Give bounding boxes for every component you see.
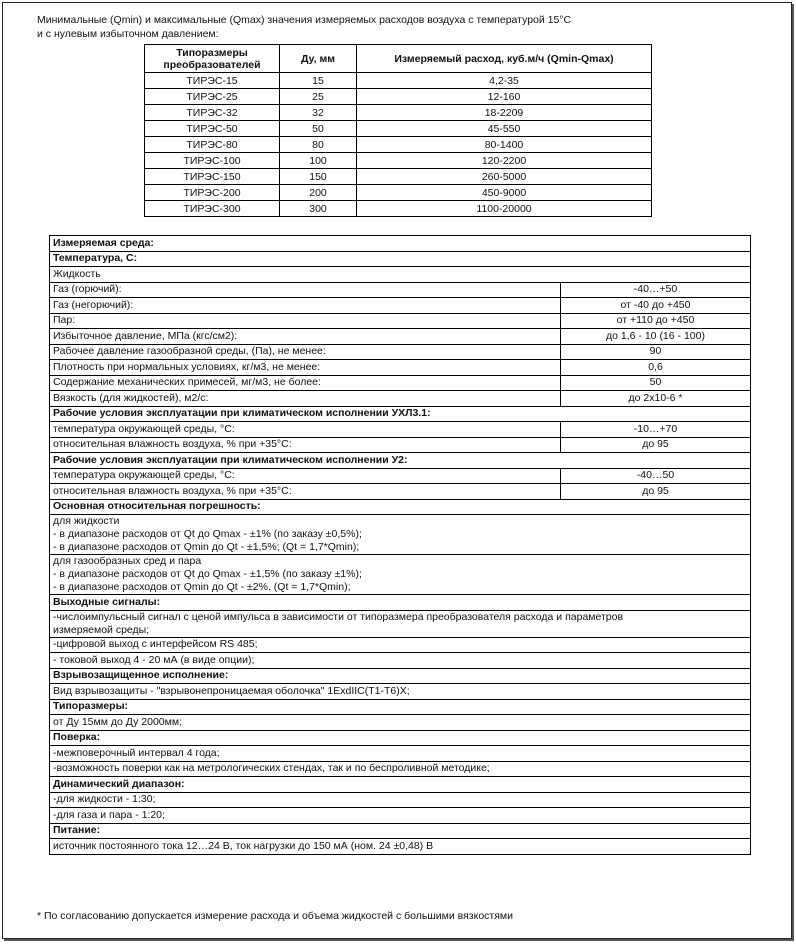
spec-label-cell: температура окружающей среды, °С:	[50, 468, 561, 484]
spec-label-cell: -для жидкости - 1:30;	[50, 792, 751, 808]
spec-row	[50, 730, 751, 746]
spec-row	[50, 792, 751, 808]
spec-label-cell: -цифровой выход с интерфейсом RS 485;	[50, 637, 751, 653]
spec-section-heading: Измеряемая среда:	[50, 236, 751, 252]
size-cell: ТИРЭС-80	[145, 137, 280, 153]
spec-row	[50, 761, 751, 777]
spec-multiline-cell	[50, 555, 751, 595]
dn-cell: 32	[280, 105, 357, 121]
spec-row	[50, 595, 751, 611]
flow-cell: 45-550	[357, 121, 652, 137]
flow-cell: 260-5000	[357, 169, 652, 185]
spec-line: -числоимпульсный сигнал с ценой импульса в зависимости от типоразмера преобразователя расхода и параметров	[53, 610, 624, 623]
spec-section-heading: Температура, С:	[50, 251, 751, 267]
spec-row	[50, 267, 751, 283]
spec-section-heading: Рабочие условия эксплуатации при климатическом исполнении У2:	[50, 453, 751, 469]
spec-table	[49, 235, 751, 855]
spec-label-cell: Плотность при нормальных условиях, кг/м3, не менее:	[50, 360, 561, 376]
flow-table-row	[145, 73, 652, 89]
spec-section-heading: Взрывозащищенное исполнение:	[50, 668, 751, 684]
spec-line: измеряемой среды;	[53, 623, 150, 636]
spec-label-cell: Вязкость (для жидкостей), м2/с:	[50, 391, 561, 407]
spec-row	[50, 298, 751, 314]
dn-cell: 25	[280, 89, 357, 105]
spec-value-cell: до 95	[561, 437, 751, 453]
header-flow: Измеряемый расход, куб.м/ч (Qmin-Qmax)	[357, 45, 652, 73]
spec-value-cell: 0,6	[561, 360, 751, 376]
spec-label-cell: источник постоянного тока 12…24 В, ток нагрузки до 150 мА (ном. 24 ±0,48) В	[50, 839, 751, 855]
spec-row	[50, 653, 751, 669]
spec-line: - в диапазоне расходов от Qt до Qmax - ±1,5% (по заказу ±1%);	[53, 568, 362, 580]
flow-cell: 12-160	[357, 89, 652, 105]
spec-label-cell: Избыточное давление, МПа (кгс/см2):	[50, 329, 561, 345]
spec-section-heading: Питание:	[50, 823, 751, 839]
spec-section-heading: Рабочие условия эксплуатации при климатическом исполнении УХЛ3.1:	[50, 406, 751, 422]
spec-label-cell: -возможность поверки как на метрологических стендах, так и по беспроливной методике;	[50, 761, 751, 777]
spec-label-cell: Рабочее давление газообразной среды, (Па), не менее:	[50, 344, 561, 360]
spec-row	[50, 610, 751, 637]
dn-cell: 100	[280, 153, 357, 169]
spec-label-cell: Жидкость	[50, 267, 751, 283]
size-cell: ТИРЭС-150	[145, 169, 280, 185]
spec-label-cell: относительная влажность воздуха, % при +35°С:	[50, 437, 561, 453]
spec-line: - в диапазоне расходов от Qmin до Qt - ±2%. (Qt = 1,7*Qmin);	[53, 581, 351, 593]
spec-row	[50, 391, 751, 407]
spec-row	[50, 499, 751, 515]
spec-row	[50, 637, 751, 653]
spec-row	[50, 684, 751, 700]
spec-label-cell: Газ (горючий):	[50, 282, 561, 298]
document-page	[2, 2, 792, 939]
spec-row	[50, 329, 751, 345]
flow-table-row	[145, 121, 652, 137]
spec-line: - в диапазоне расходов от Qt до Qmax - ±1% (по заказу ±0,5%);	[53, 528, 362, 540]
spec-value-cell: 90	[561, 344, 751, 360]
flow-table-row	[145, 153, 652, 169]
spec-label-cell: Содержание механических примесей, мг/м3, не более:	[50, 375, 561, 391]
spec-multiline-cell	[50, 515, 751, 555]
spec-multiline-cell	[50, 610, 751, 637]
spec-label-cell: -межповерочный интервал 4 года;	[50, 746, 751, 762]
dn-cell: 80	[280, 137, 357, 153]
size-cell: ТИРЭС-300	[145, 201, 280, 217]
size-cell: ТИРЭС-100	[145, 153, 280, 169]
spec-line: для жидкости	[53, 515, 120, 527]
spec-table-body	[50, 236, 751, 855]
spec-row	[50, 375, 751, 391]
spec-section-heading: Основная относительная погрешность:	[50, 499, 751, 515]
spec-value-cell: -10…+70	[561, 422, 751, 438]
spec-row	[50, 668, 751, 684]
flow-cell: 450-9000	[357, 185, 652, 201]
dn-cell: 50	[280, 121, 357, 137]
spec-row	[50, 282, 751, 298]
flow-table-row	[145, 89, 652, 105]
spec-row	[50, 746, 751, 762]
flow-table-header-row	[145, 45, 652, 73]
spec-row	[50, 808, 751, 824]
spec-section-heading: Динамический диапазон:	[50, 777, 751, 793]
spec-label-cell: -для газа и пара - 1:20;	[50, 808, 751, 824]
spec-value-cell: -40…50	[561, 468, 751, 484]
flow-cell: 4,2-35	[357, 73, 652, 89]
header-dn: Ду, мм	[280, 45, 357, 73]
spec-section-heading: Выходные сигналы:	[50, 595, 751, 611]
spec-section-heading: Поверка:	[50, 730, 751, 746]
intro-line-1: Минимальные (Qmin) и максимальные (Qmax) значения измеряемых расходов воздуха с температурой 15°С	[37, 14, 572, 26]
flow-rate-table	[144, 44, 652, 217]
spec-label-cell: относительная влажность воздуха, % при +35°С:	[50, 484, 561, 500]
spec-row	[50, 555, 751, 595]
spec-row	[50, 715, 751, 731]
spec-row	[50, 484, 751, 500]
spec-label-cell: температура окружающей среды, °С:	[50, 422, 561, 438]
spec-label-cell: Пар:	[50, 313, 561, 329]
spec-row	[50, 344, 751, 360]
dn-cell: 150	[280, 169, 357, 185]
spec-row	[50, 699, 751, 715]
spec-value-cell: от +110 до +450	[561, 313, 751, 329]
spec-row	[50, 468, 751, 484]
flow-table-row	[145, 185, 652, 201]
spec-row	[50, 251, 751, 267]
dn-cell: 15	[280, 73, 357, 89]
spec-value-cell: 50	[561, 375, 751, 391]
spec-label-cell: Вид взрывозащиты - "взрывонепроницаемая оболочка" 1ExdIIC(T1-T6)X;	[50, 684, 751, 700]
spec-line: для газообразных сред и пара	[53, 555, 202, 567]
spec-section-heading: Типоразмеры:	[50, 699, 751, 715]
spec-row	[50, 360, 751, 376]
spec-value-cell: до 95	[561, 484, 751, 500]
spec-line: - в диапазоне расходов от Qmin до Qt - ±1,5%; (Qt = 1,7*Qmin);	[53, 541, 360, 553]
spec-label-cell: Газ (негорючий):	[50, 298, 561, 314]
spec-row	[50, 823, 751, 839]
spec-row	[50, 313, 751, 329]
spec-row	[50, 437, 751, 453]
spec-row	[50, 515, 751, 555]
spec-value-cell: до 1,6 - 10 (16 - 100)	[561, 329, 751, 345]
spec-label-cell: - токовой выход 4 - 20 мА (в виде опции);	[50, 653, 751, 669]
spec-value-cell: от -40 до +450	[561, 298, 751, 314]
header-sizes: Типоразмеры преобразователей	[145, 45, 280, 73]
flow-cell: 80-1400	[357, 137, 652, 153]
intro-text	[37, 13, 777, 41]
spec-row	[50, 406, 751, 422]
dn-cell: 200	[280, 185, 357, 201]
footnote: * По согласованию допускается измерение расхода и объема жидкостей с большими вязкостями	[37, 910, 513, 922]
flow-cell: 1100-20000	[357, 201, 652, 217]
flow-table-body	[145, 73, 652, 217]
spec-row	[50, 236, 751, 252]
size-cell: ТИРЭС-15	[145, 73, 280, 89]
spec-row	[50, 453, 751, 469]
size-cell: ТИРЭС-50	[145, 121, 280, 137]
spec-value-cell: до 2х10-6 *	[561, 391, 751, 407]
spec-label-cell: от Ду 15мм до Ду 2000мм;	[50, 715, 751, 731]
size-cell: ТИРЭС-200	[145, 185, 280, 201]
flow-cell: 18-2209	[357, 105, 652, 121]
size-cell: ТИРЭС-32	[145, 105, 280, 121]
spec-row	[50, 839, 751, 855]
flow-cell: 120-2200	[357, 153, 652, 169]
dn-cell: 300	[280, 201, 357, 217]
spec-row	[50, 777, 751, 793]
intro-line-2: и с нулевым избыточном давлением:	[37, 28, 219, 40]
flow-table-row	[145, 137, 652, 153]
spec-value-cell: -40…+50	[561, 282, 751, 298]
spec-row	[50, 422, 751, 438]
flow-table-row	[145, 105, 652, 121]
size-cell: ТИРЭС-25	[145, 89, 280, 105]
flow-table-row	[145, 201, 652, 217]
flow-table-row	[145, 169, 652, 185]
